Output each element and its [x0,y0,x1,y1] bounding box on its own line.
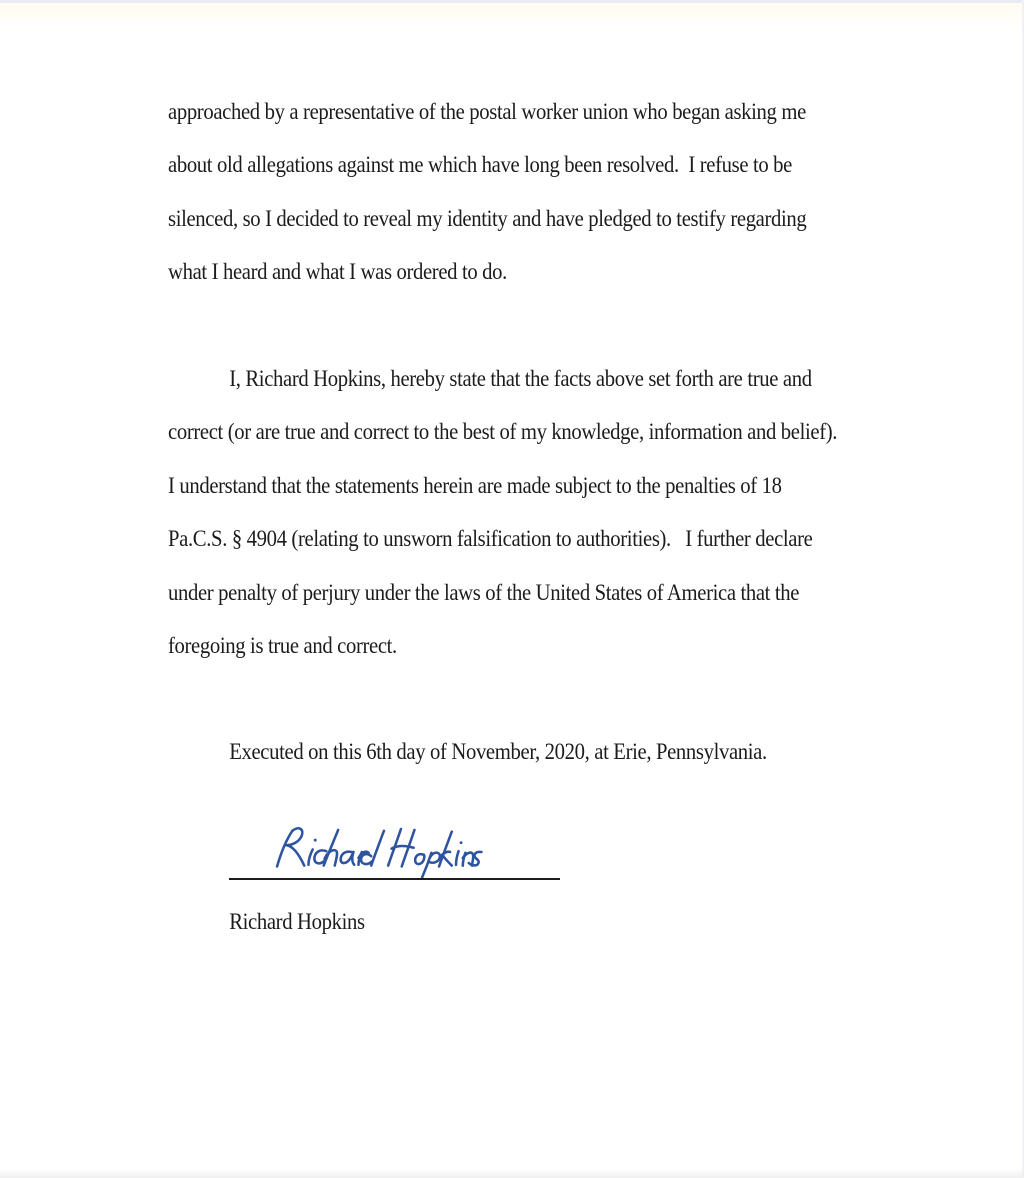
text-line: what I heard and what I was ordered to do. [168,259,507,285]
signature-line [229,878,560,880]
text-line: foregoing is true and correct. [168,632,397,658]
text-line: approached by a representative of the postal worker union who began asking me [168,99,806,124]
text-line: correct (or are true and correct to the best of my knowledge, information and belief). [168,419,838,445]
text-line: Pa.C.S. § 4904 (relating to unsworn falsification to authorities). I further declare [168,526,813,552]
text-line: about old allegations against me which have long been resolved. I refuse to be [168,152,792,178]
page-bottom-edge [0,1169,1024,1178]
text-line: I understand that the statements herein are made subject to the penalties of 18 [168,472,782,498]
paragraph-continuation [168,85,877,299]
text-line: under penalty of perjury under the laws of the United States of America that the [168,579,800,605]
text-line: silenced, so I decided to reveal my identity and have pledged to testify regarding [168,205,807,231]
text-line: I, Richard Hopkins, hereby state that the facts above set forth are true and [229,366,812,391]
paragraph-verification [168,352,911,672]
text-line: Richard Hopkins [229,909,365,934]
execution-statement [168,725,833,778]
page-top-tint [0,3,1024,29]
printed-name [168,895,387,948]
text-line: Executed on this 6th day of November, 2020, at Erie, Pennsylvania. [229,739,767,764]
signature-strokes [277,828,481,877]
signature-handwritten [272,824,484,880]
